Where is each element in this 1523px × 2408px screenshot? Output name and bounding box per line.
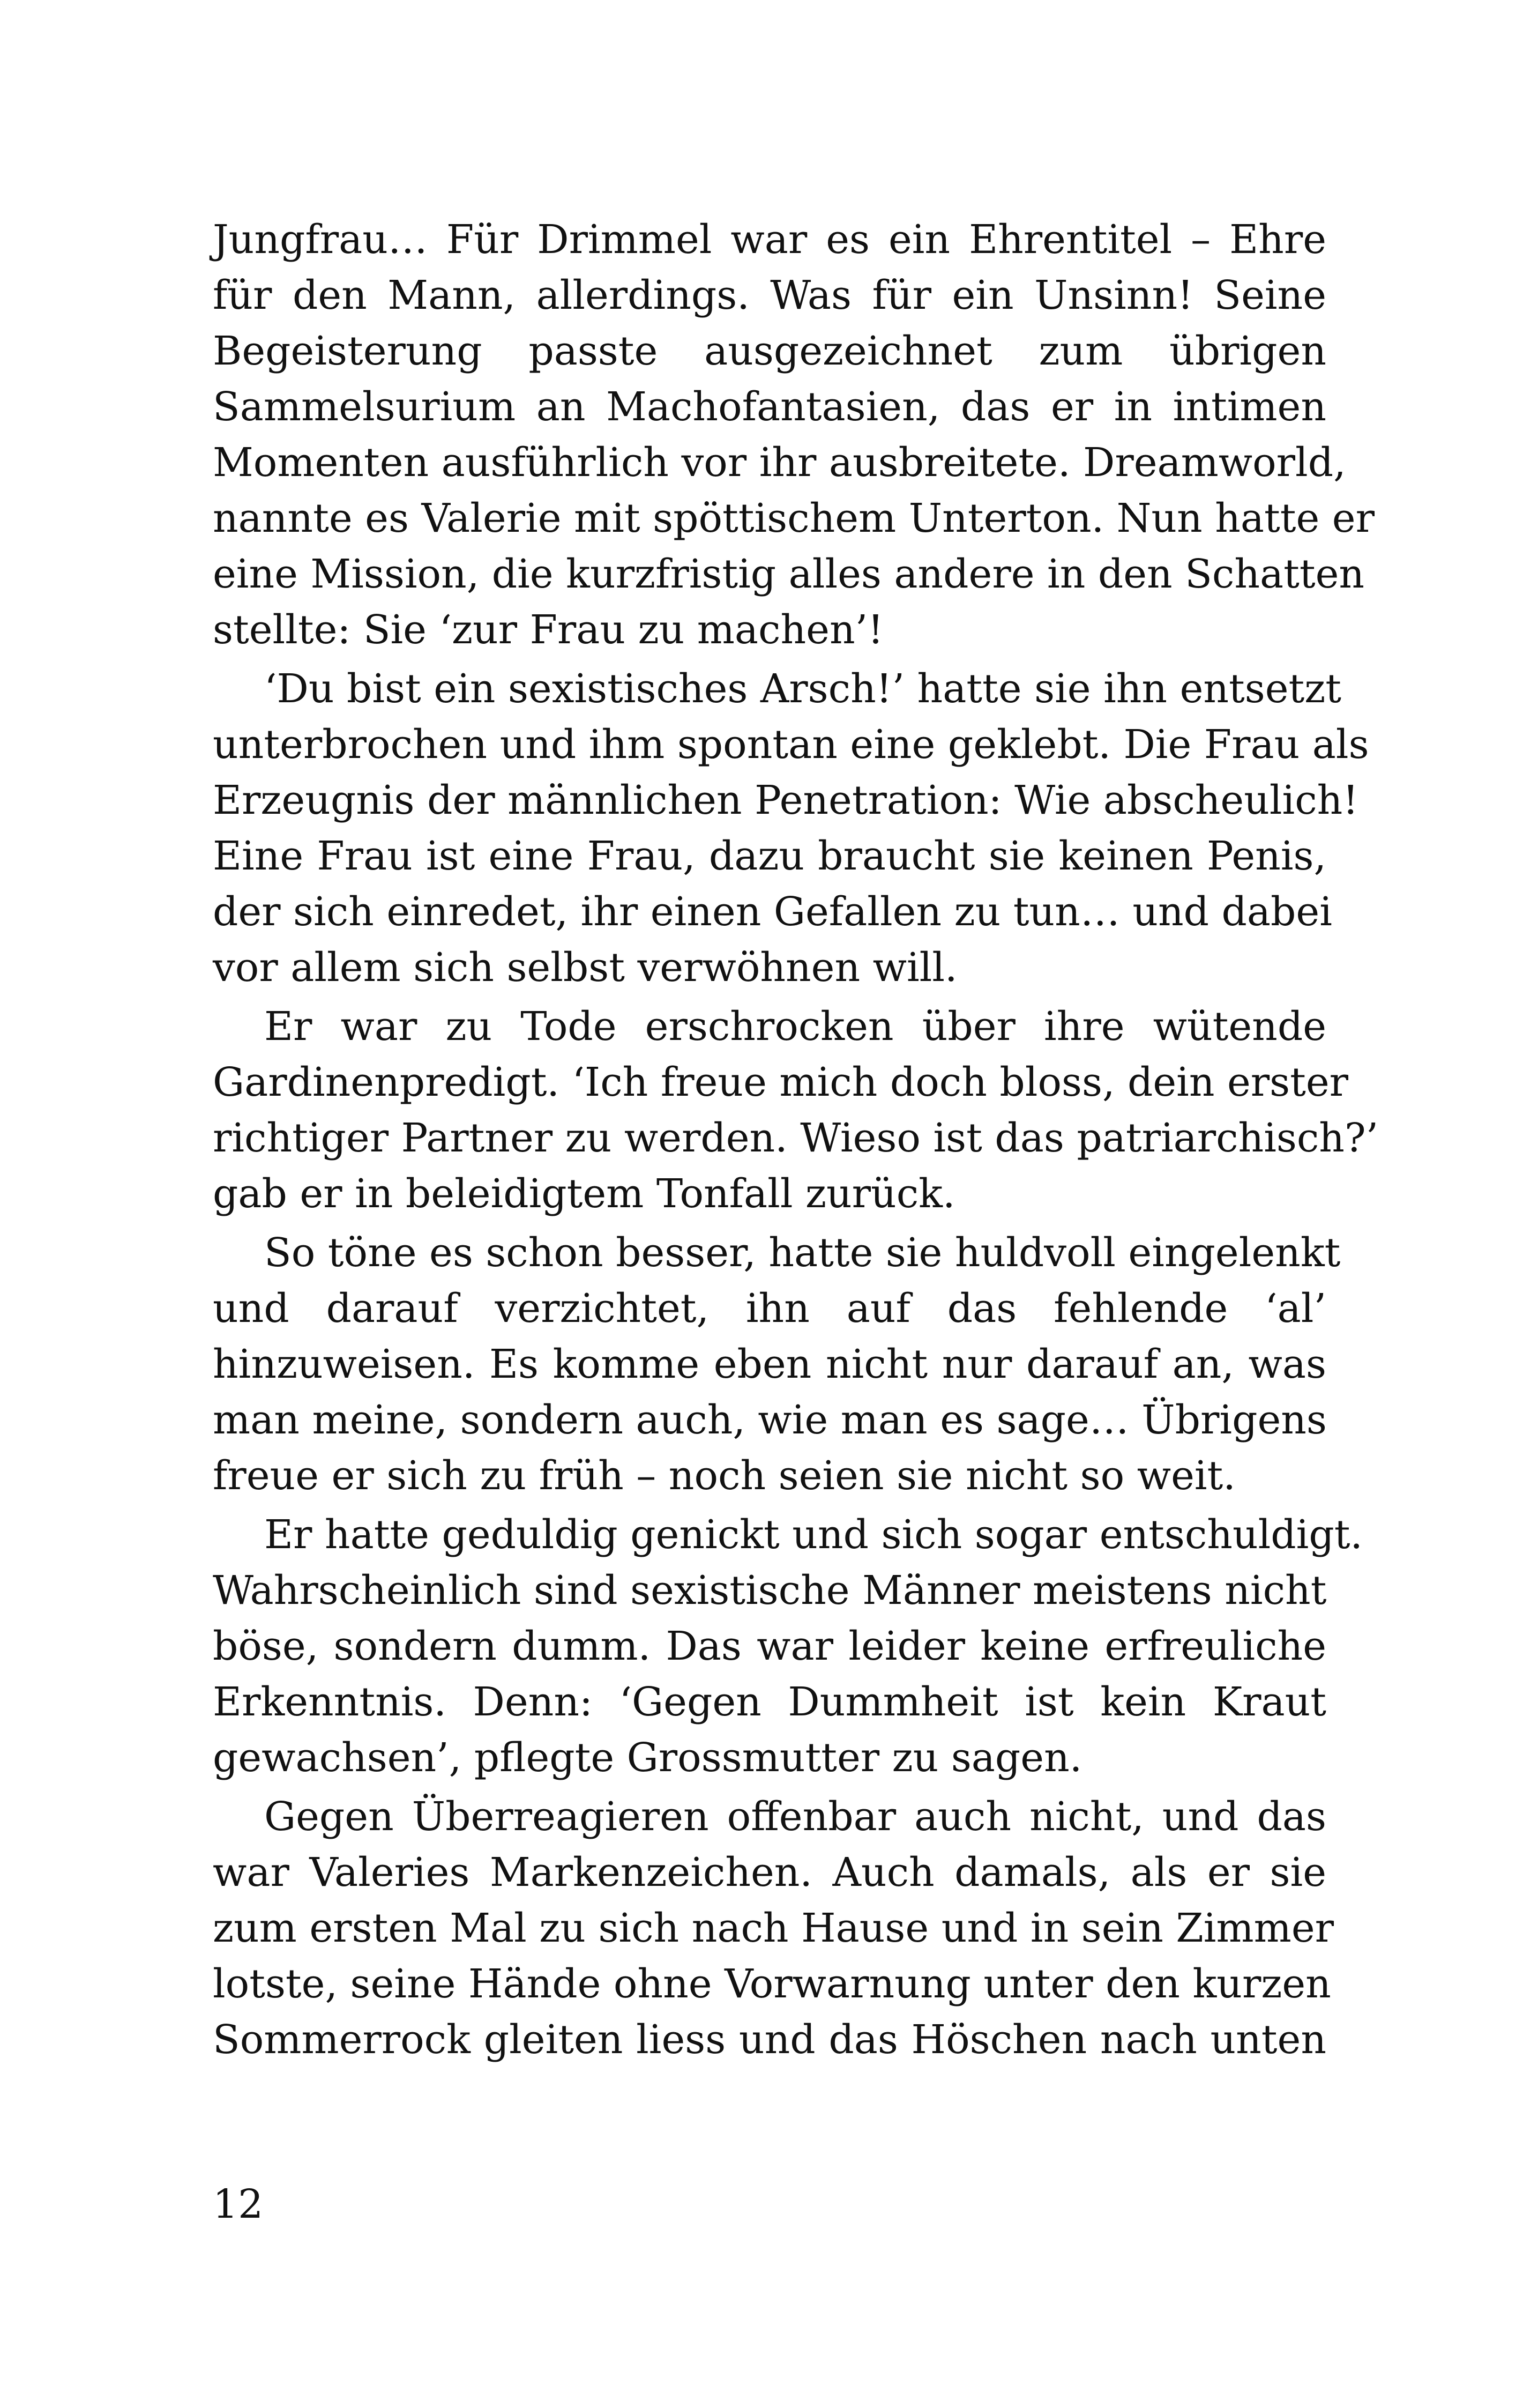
text-line: Erzeugnis der männlichen Penetration: Wie abscheulich! <box>213 777 1359 823</box>
text-line: Eine Frau ist eine Frau, dazu braucht sie keinen Penis, <box>213 833 1326 879</box>
text-line: zum ersten Mal zu sich nach Hause und in sein Zimmer <box>213 1905 1334 1951</box>
text-line: eine Mission, die kurzfristig alles andere in den Schatten <box>213 551 1365 597</box>
text-line: Sommerrock gleiten liess und das Höschen nach unten <box>213 2017 1326 2063</box>
text-line: richtiger Partner zu werden. Wieso ist das patriarchisch?’ <box>213 1115 1379 1161</box>
text-line: freue er sich zu früh – noch seien sie nicht so weit. <box>213 1453 1236 1499</box>
paragraph <box>213 212 1375 658</box>
text-line: Wahrscheinlich sind sexistische Männer meistens nicht <box>213 1567 1327 1614</box>
text-line: ‘Du bist ein sexistisches Arsch!’ hatte sie ihn entsetzt <box>264 666 1341 712</box>
text-line: der sich einredet, ihr einen Gefallen zu tun… und dabei <box>213 889 1332 935</box>
text-line: Erkenntnis. Denn: ‘Gegen Dummheit ist kein Kraut <box>213 1679 1326 1725</box>
text-line: für den Mann, allerdings. Was für ein Unsinn! Seine <box>213 272 1326 318</box>
text-line: Gardinenpredigt. ‘Ich freue mich doch bloss, dein erster <box>213 1059 1349 1105</box>
text-line: unterbrochen und ihm spontan eine geklebt. Die Frau als <box>213 722 1369 768</box>
text-line: böse, sondern dumm. Das war leider keine erfreuliche <box>213 1623 1326 1669</box>
paragraph <box>213 661 1369 995</box>
paragraph <box>213 999 1379 1222</box>
text-line: vor allem sich selbst verwöhnen will. <box>213 945 958 991</box>
text-line: war Valeries Markenzeichen. Auch damals, als er sie <box>213 1849 1326 1896</box>
text-line: Begeisterung passte ausgezeichnet zum übrigen <box>213 328 1326 374</box>
text-line: gewachsen’, pflegte Grossmutter zu sagen. <box>213 1735 1082 1781</box>
text-line: Er hatte geduldig genickt und sich sogar entschuldigt. <box>264 1512 1363 1558</box>
text-line: lotste, seine Hände ohne Vorwarnung unter den kurzen <box>213 1961 1331 2007</box>
text-line: Jungfrau… Für Drimmel war es ein Ehrentitel – Ehre <box>213 217 1326 263</box>
text-line: Sammelsurium an Machofantasien, das er in intimen <box>213 384 1326 430</box>
paragraph <box>213 1507 1363 1786</box>
text-line: Er war zu Tode erschrocken über ihre wütende <box>264 1004 1326 1050</box>
body-text <box>213 212 1379 2071</box>
paragraph <box>213 1225 1341 1504</box>
text-line: Momenten ausführlich vor ihr ausbreitete. Dreamworld, <box>213 440 1346 486</box>
text-line: gab er in beleidigtem Tonfall zurück. <box>213 1171 955 1217</box>
text-line: man meine, sondern auch, wie man es sage… Übrigens <box>213 1397 1327 1443</box>
text-line: hinzuweisen. Es komme eben nicht nur darauf an, was <box>213 1341 1326 1387</box>
text-line: Gegen Überreagieren offenbar auch nicht, und das <box>264 1794 1326 1840</box>
paragraph <box>213 1789 1334 2068</box>
text-line: nannte es Valerie mit spöttischem Unterton. Nun hatte er <box>213 495 1375 541</box>
text-line: stellte: Sie ‘zur Frau zu machen’! <box>213 607 884 653</box>
text-line: So töne es schon besser, hatte sie huldvoll eingelenkt <box>264 1230 1341 1276</box>
text-line: und darauf verzichtet, ihn auf das fehlende ‘al’ <box>213 1285 1326 1332</box>
page-number: 12 <box>213 2181 264 2227</box>
